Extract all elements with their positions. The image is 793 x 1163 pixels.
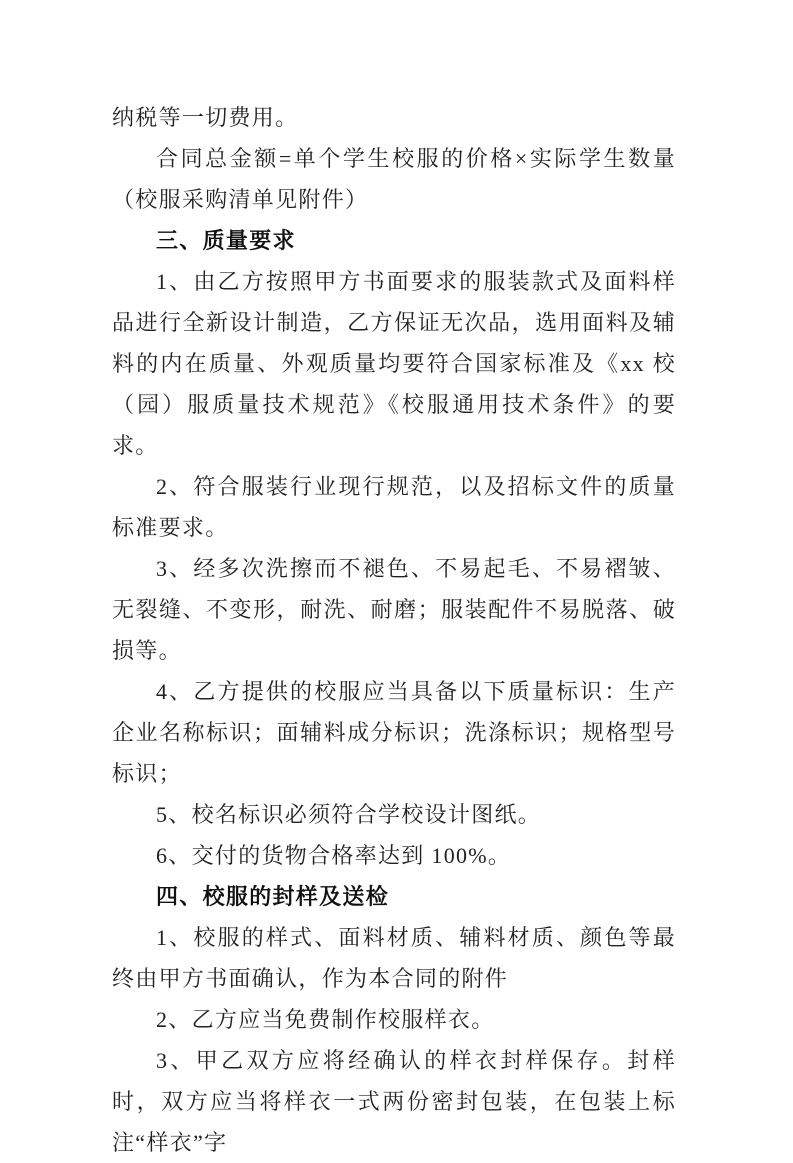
paragraph-sealing-item-3: 3、甲乙双方应将经确认的样衣封样保存。封样时，双方应当将样衣一式两份密封包装，在包装上标注“样衣”字 bbox=[112, 1048, 676, 1155]
paragraph-quality-item-1: 1、由乙方按照甲方书面要求的服装款式及面料样品进行全新设计制造，乙方保证无次品，选用面料及辅料的内在质量、外观质量均要符合国家标准及《xx 校（园）服质量技术规范》《校服通用技术条件》的要求。 bbox=[112, 269, 676, 458]
section-heading-quality: 三、质量要求 bbox=[156, 228, 296, 253]
paragraph-quality-item-5: 5、校名标识必须符合学校设计图纸。 bbox=[156, 802, 542, 827]
paragraph-quality-item-3: 3、经多次洗擦而不褪色、不易起毛、不易褶皱、无裂缝、不变形，耐洗、耐磨；服装配件不易脱落、破损等。 bbox=[112, 556, 676, 663]
document-body bbox=[112, 97, 676, 1163]
paragraph-continuation: 纳税等一切费用。 bbox=[112, 105, 299, 130]
paragraph-sealing-item-2: 2、乙方应当免费制作校服样衣。 bbox=[156, 1007, 495, 1032]
paragraph-quality-item-4: 4、乙方提供的校服应当具备以下质量标识：生产企业名称标识；面辅料成分标识；洗涤标识；规格型号标识； bbox=[112, 679, 676, 786]
paragraph-quality-item-6: 6、交付的货物合格率达到 100%。 bbox=[156, 843, 512, 868]
section-heading-sample-sealing: 四、校服的封样及送检 bbox=[156, 884, 390, 909]
paragraph-sealing-item-1: 1、校服的样式、面料材质、辅料材质、颜色等最终由甲方书面确认，作为本合同的附件 bbox=[112, 925, 676, 991]
paragraph-total-amount: 合同总金额=单个学生校服的价格×实际学生数量（校服采购清单见附件） bbox=[112, 146, 676, 212]
paragraph-quality-item-2: 2、符合服装行业现行规范，以及招标文件的质量标准要求。 bbox=[112, 474, 676, 540]
